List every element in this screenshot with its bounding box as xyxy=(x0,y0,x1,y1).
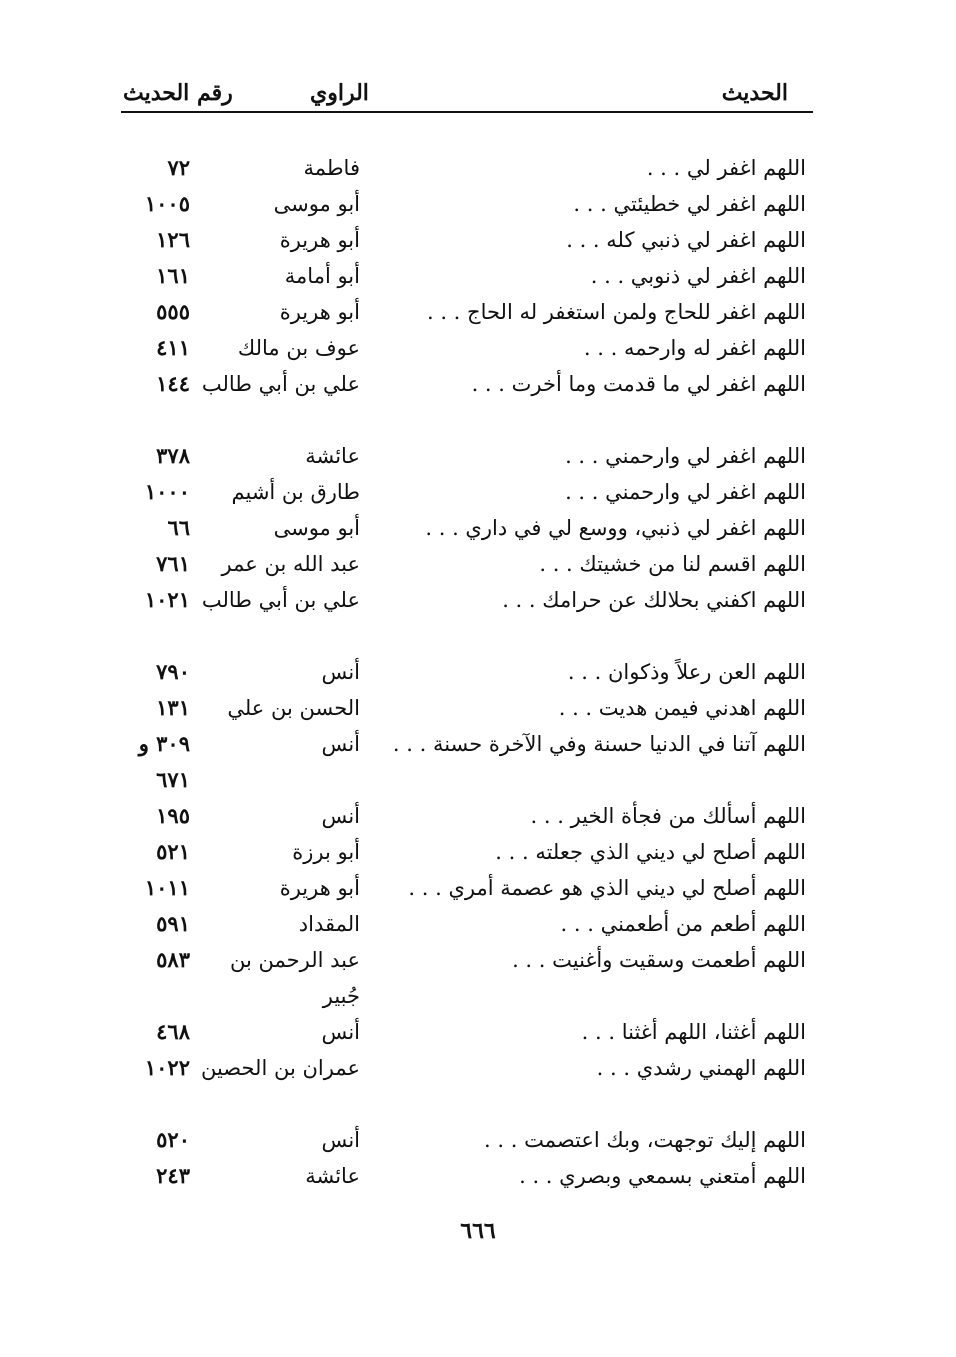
narrator: أبو هريرة xyxy=(279,228,360,252)
hadith-number: ٥٨٣ xyxy=(156,947,190,972)
narrator: أنس xyxy=(321,732,360,756)
hadith-text: اللهم الهمني رشدي . . . xyxy=(596,1056,806,1080)
hadith-text: اللهم اغفر لي وارحمني . . . xyxy=(565,480,806,504)
table-row xyxy=(0,150,956,186)
table-row xyxy=(0,798,956,834)
table-row xyxy=(0,906,956,942)
hadith-number: ٧٢ xyxy=(167,155,190,180)
table-row xyxy=(0,510,956,546)
hadith-text: اللهم اغفر لي خطيئتي . . . xyxy=(573,192,806,216)
hadith-number: ٦٦ xyxy=(167,515,190,540)
table-row xyxy=(0,870,956,906)
hadith-text: اللهم اغفر لي وارحمني . . . xyxy=(565,444,806,468)
hadith-text: اللهم اغفر لي ذنوبي . . . xyxy=(590,264,806,288)
narrator: عائشة xyxy=(305,444,360,468)
hadith-text: اللهم أصلح لي ديني الذي هو عصمة أمري . . . xyxy=(408,876,806,900)
table-row xyxy=(0,1158,956,1194)
hadith-number: ٣٠٩ و ٦٧١ xyxy=(138,731,190,792)
hadith-number: ٤١١ xyxy=(156,335,190,360)
hadith-number: ١٣١ xyxy=(156,695,190,720)
header-text-column: الحديث xyxy=(721,80,788,106)
hadith-text: اللهم اكفني بحلالك عن حرامك . . . xyxy=(502,588,806,612)
hadith-text: اللهم أمتعني بسمعي وبصري . . . xyxy=(519,1164,806,1188)
table-row xyxy=(0,942,956,1014)
hadith-text: اللهم العن رعلاً وذكوان . . . xyxy=(567,660,806,684)
table-row xyxy=(0,582,956,654)
hadith-number: ١٠٢٢ xyxy=(144,1055,190,1080)
table-row xyxy=(0,294,956,330)
narrator: أنس xyxy=(321,1020,360,1044)
narrator: المقداد xyxy=(298,912,360,936)
hadith-number: ٥٥٥ xyxy=(156,299,190,324)
table-row xyxy=(0,834,956,870)
table-row xyxy=(0,222,956,258)
table-row xyxy=(0,366,956,438)
narrator: أبو هريرة xyxy=(279,300,360,324)
narrator: عائشة xyxy=(305,1164,360,1188)
table-row xyxy=(0,1050,956,1122)
narrator: علي بن أبي طالب xyxy=(201,588,360,612)
table-row xyxy=(0,726,956,798)
header-number-column: رقم الحديث xyxy=(123,80,233,106)
hadith-number: ١٠٠٥ xyxy=(144,191,190,216)
header-rule xyxy=(121,111,813,113)
hadith-number: ٥٩١ xyxy=(156,911,190,936)
hadith-number: ٥٢١ xyxy=(156,839,190,864)
hadith-index-table xyxy=(0,150,956,1194)
hadith-number: ٧٦١ xyxy=(156,551,190,576)
narrator: أبو أمامة xyxy=(284,264,360,288)
hadith-number: ٤٦٨ xyxy=(156,1019,190,1044)
narrator: أبو موسى xyxy=(273,516,360,540)
page-number: ٦٦٦ xyxy=(460,1218,496,1244)
narrator: أبو هريرة xyxy=(279,876,360,900)
table-row xyxy=(0,654,956,690)
table-row xyxy=(0,546,956,582)
hadith-text: اللهم اغفر لي ذنبي كله . . . xyxy=(566,228,806,252)
hadith-text: اللهم اغفر لي . . . xyxy=(646,156,806,180)
hadith-text: اللهم إليك توجهت، وبك اعتصمت . . . xyxy=(484,1128,806,1152)
narrator: أنس xyxy=(321,1128,360,1152)
table-row xyxy=(0,186,956,222)
table-row xyxy=(0,1122,956,1158)
table-row xyxy=(0,1014,956,1050)
hadith-number: ١٠٢١ xyxy=(144,587,190,612)
hadith-text: اللهم اقسم لنا من خشيتك . . . xyxy=(539,552,806,576)
hadith-text: اللهم اغفر لي ما قدمت وما أخرت . . . xyxy=(471,372,806,396)
hadith-text: اللهم أصلح لي ديني الذي جعلته . . . xyxy=(495,840,806,864)
hadith-text: اللهم أطعم من أطعمني . . . xyxy=(560,912,806,936)
hadith-text: اللهم أسألك من فجأة الخير . . . xyxy=(530,804,806,828)
narrator: فاطمة xyxy=(303,156,360,180)
hadith-text: اللهم أغثنا، اللهم أغثنا . . . xyxy=(581,1020,806,1044)
narrator: عبد الرحمن بن جُبير xyxy=(230,948,360,1008)
hadith-text: اللهم اغفر لي ذنبي، ووسع لي في داري . . . xyxy=(425,516,806,540)
hadith-number: ٥٢٠ xyxy=(156,1127,190,1152)
hadith-number: ١٠١١ xyxy=(144,875,190,900)
table-row xyxy=(0,258,956,294)
narrator: علي بن أبي طالب xyxy=(201,372,360,396)
hadith-number: ٢٤٣ xyxy=(156,1163,190,1188)
hadith-number: ٧٩٠ xyxy=(156,659,190,684)
header-narrator-column: الراوي xyxy=(310,80,369,106)
hadith-text: اللهم اهدني فيمن هديت . . . xyxy=(558,696,806,720)
narrator: أبو موسى xyxy=(273,192,360,216)
hadith-text: اللهم اغفر للحاج ولمن استغفر له الحاج . . . xyxy=(426,300,806,324)
narrator: الحسن بن علي xyxy=(227,696,360,720)
hadith-text: اللهم آتنا في الدنيا حسنة وفي الآخرة حسنة . . . xyxy=(392,732,806,756)
narrator: طارق بن أشيم xyxy=(231,480,360,504)
table-row xyxy=(0,690,956,726)
narrator: أنس xyxy=(321,804,360,828)
narrator: أنس xyxy=(321,660,360,684)
narrator: عمران بن الحصين xyxy=(200,1056,360,1080)
hadith-number: ٣٧٨ xyxy=(156,443,190,468)
narrator: عوف بن مالك xyxy=(237,336,360,360)
hadith-text: اللهم أطعمت وسقيت وأغنيت . . . xyxy=(512,948,806,972)
table-row xyxy=(0,474,956,510)
hadith-number: ١٦١ xyxy=(156,263,190,288)
hadith-number: ١٤٤ xyxy=(156,371,190,396)
narrator: أبو برزة xyxy=(292,840,360,864)
hadith-number: ١٠٠٠ xyxy=(144,479,190,504)
hadith-number: ١٢٦ xyxy=(156,227,190,252)
table-row xyxy=(0,438,956,474)
narrator: عبد الله بن عمر xyxy=(221,552,360,576)
hadith-text: اللهم اغفر له وارحمه . . . xyxy=(583,336,806,360)
table-row xyxy=(0,330,956,366)
hadith-number: ١٩٥ xyxy=(156,803,190,828)
